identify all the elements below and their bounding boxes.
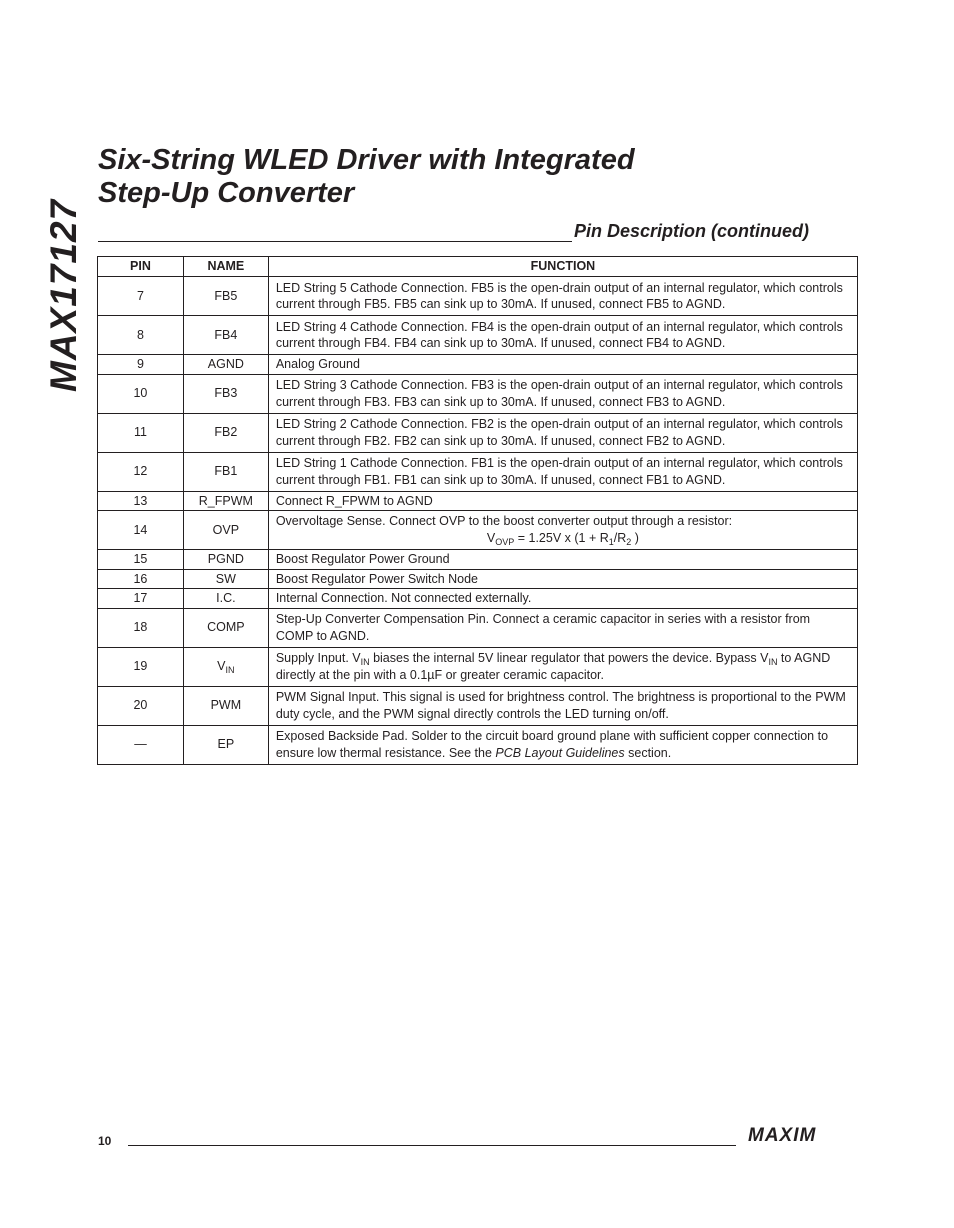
name-cell: COMP (183, 608, 268, 647)
name-cell: FB2 (183, 413, 268, 452)
table-row (98, 374, 858, 413)
pin-cell: 19 (98, 647, 184, 686)
formula-ovp-subscript: OVP (495, 536, 515, 547)
ovp-formula (276, 530, 850, 548)
pin-cell: 13 (98, 491, 184, 511)
table-row (98, 277, 858, 316)
function-cell: LED String 2 Cathode Connection. FB2 is the open-drain output of an internal regulator, which controls current through FB2. FB2 can sink up to 30mA. If unused, connect FB2 to AGND. (268, 413, 857, 452)
function-cell: LED String 3 Cathode Connection. FB3 is the open-drain output of an internal regulator, which controls current through FB3. FB3 can sink up to 30mA. If unused, connect FB3 to AGND. (268, 374, 857, 413)
formula-r2-subscript: 2 (626, 536, 632, 547)
table-row (98, 491, 858, 511)
name-cell: FB1 (183, 452, 268, 491)
function-cell: Boost Regulator Power Ground (268, 550, 857, 570)
formula-slash: /R (613, 530, 627, 545)
section-heading: Pin Description (continued) (574, 221, 810, 241)
table-row (98, 511, 858, 550)
function-cell: LED String 4 Cathode Connection. FB4 is the open-drain output of an internal regulator, which controls current through FB4. FB4 can sink up to 30mA. If unused, connect FB4 to AGND. (268, 316, 857, 355)
pin-cell: 8 (98, 316, 184, 355)
name-cell: I.C. (183, 589, 268, 609)
part-number-sidebar: MAX17127 (43, 198, 84, 392)
name-cell: FB5 (183, 277, 268, 316)
name-cell: PGND (183, 550, 268, 570)
name-main: V (217, 658, 226, 673)
footer-divider (128, 1145, 736, 1146)
function-cell: Boost Regulator Power Switch Node (268, 569, 857, 589)
function-cell: Step-Up Converter Compensation Pin. Connect a ceramic capacitor in series with a resistor from COMP to AGND. (268, 608, 857, 647)
function-text-a: Exposed Backside Pad. Solder to the circuit board ground plane with sufficient copper connection to ensure low thermal resistance. See the (275, 729, 829, 760)
function-cell (268, 725, 857, 764)
document-title (98, 144, 635, 210)
pin-cell: 14 (98, 511, 184, 550)
table-row (98, 608, 858, 647)
function-subscript-b: IN (768, 656, 778, 667)
table-row (98, 589, 858, 609)
table-row (98, 686, 858, 725)
table-row (98, 647, 858, 686)
name-cell: EP (183, 725, 268, 764)
table-row (98, 725, 858, 764)
function-text-c: to AGND directly at the pin with a 0.1µF or greater ceramic capacitor. (275, 650, 831, 682)
name-cell: AGND (183, 355, 268, 375)
page-number: 10 (98, 1134, 112, 1148)
name-cell: R_FPWM (183, 491, 268, 511)
pin-cell: 15 (98, 550, 184, 570)
function-cell: LED String 1 Cathode Connection. FB1 is the open-drain output of an internal regulator, which controls current through FB1. FB1 can sink up to 30mA. If unused, connect FB1 to AGND. (268, 452, 857, 491)
pin-cell: 20 (98, 686, 184, 725)
table-row (98, 413, 858, 452)
function-cell: LED String 5 Cathode Connection. FB5 is the open-drain output of an internal regulator, which controls current through FB5. FB5 can sink up to 30mA. If unused, connect FB5 to AGND. (268, 277, 857, 316)
name-cell: FB3 (183, 374, 268, 413)
name-cell: OVP (183, 511, 268, 550)
pin-cell: 11 (98, 413, 184, 452)
table-header-row (98, 257, 858, 277)
name-cell: PWM (183, 686, 268, 725)
name-cell: FB4 (183, 316, 268, 355)
pcb-layout-guidelines-reference: PCB Layout Guidelines (495, 745, 625, 760)
pin-cell: 18 (98, 608, 184, 647)
column-header-pin: PIN (98, 257, 184, 277)
pin-cell: — (98, 725, 184, 764)
table-row (98, 452, 858, 491)
section-divider (98, 241, 572, 242)
pin-cell: 7 (98, 277, 184, 316)
table-row (98, 355, 858, 375)
maxim-logo: MAXIM (748, 1125, 817, 1146)
table-row (98, 550, 858, 570)
function-cell (268, 511, 857, 550)
function-cell (268, 647, 857, 686)
name-cell: SW (183, 569, 268, 589)
column-header-name: NAME (183, 257, 268, 277)
pin-cell: 16 (98, 569, 184, 589)
function-cell: Analog Ground (268, 355, 857, 375)
function-text-a: Supply Input. V (275, 650, 361, 665)
formula-end: ) (631, 530, 639, 545)
pin-description-table (97, 256, 858, 765)
formula-r1-subscript: 1 (608, 536, 614, 547)
pin-cell: 10 (98, 374, 184, 413)
name-cell (183, 647, 268, 686)
function-cell: Connect R_FPWM to AGND (268, 491, 857, 511)
function-subscript-a: IN (360, 656, 370, 667)
name-subscript: IN (225, 664, 235, 675)
formula-v: V (486, 530, 496, 545)
function-text: Overvoltage Sense. Connect OVP to the boost converter output through a resistor: (275, 514, 733, 528)
function-cell: Internal Connection. Not connected externally. (268, 589, 857, 609)
table-row (98, 569, 858, 589)
table-row (98, 316, 858, 355)
function-cell: PWM Signal Input. This signal is used for brightness control. The brightness is proportional to the PWM duty cycle, and the PWM signal directly controls the LED turning on/off. (268, 686, 857, 725)
pin-cell: 9 (98, 355, 184, 375)
pin-cell: 12 (98, 452, 184, 491)
function-text-b: section. (624, 745, 672, 760)
pin-cell: 17 (98, 589, 184, 609)
formula-middle: = 1.25V x (1 + R (514, 530, 609, 545)
column-header-function: FUNCTION (268, 257, 857, 277)
document-title-line-1: Six-String WLED Driver with Integrated (98, 144, 635, 176)
document-title-line-2: Step-Up Converter (98, 177, 355, 209)
function-text-b: biases the internal 5V linear regulator that powers the device. Bypass V (369, 650, 769, 665)
